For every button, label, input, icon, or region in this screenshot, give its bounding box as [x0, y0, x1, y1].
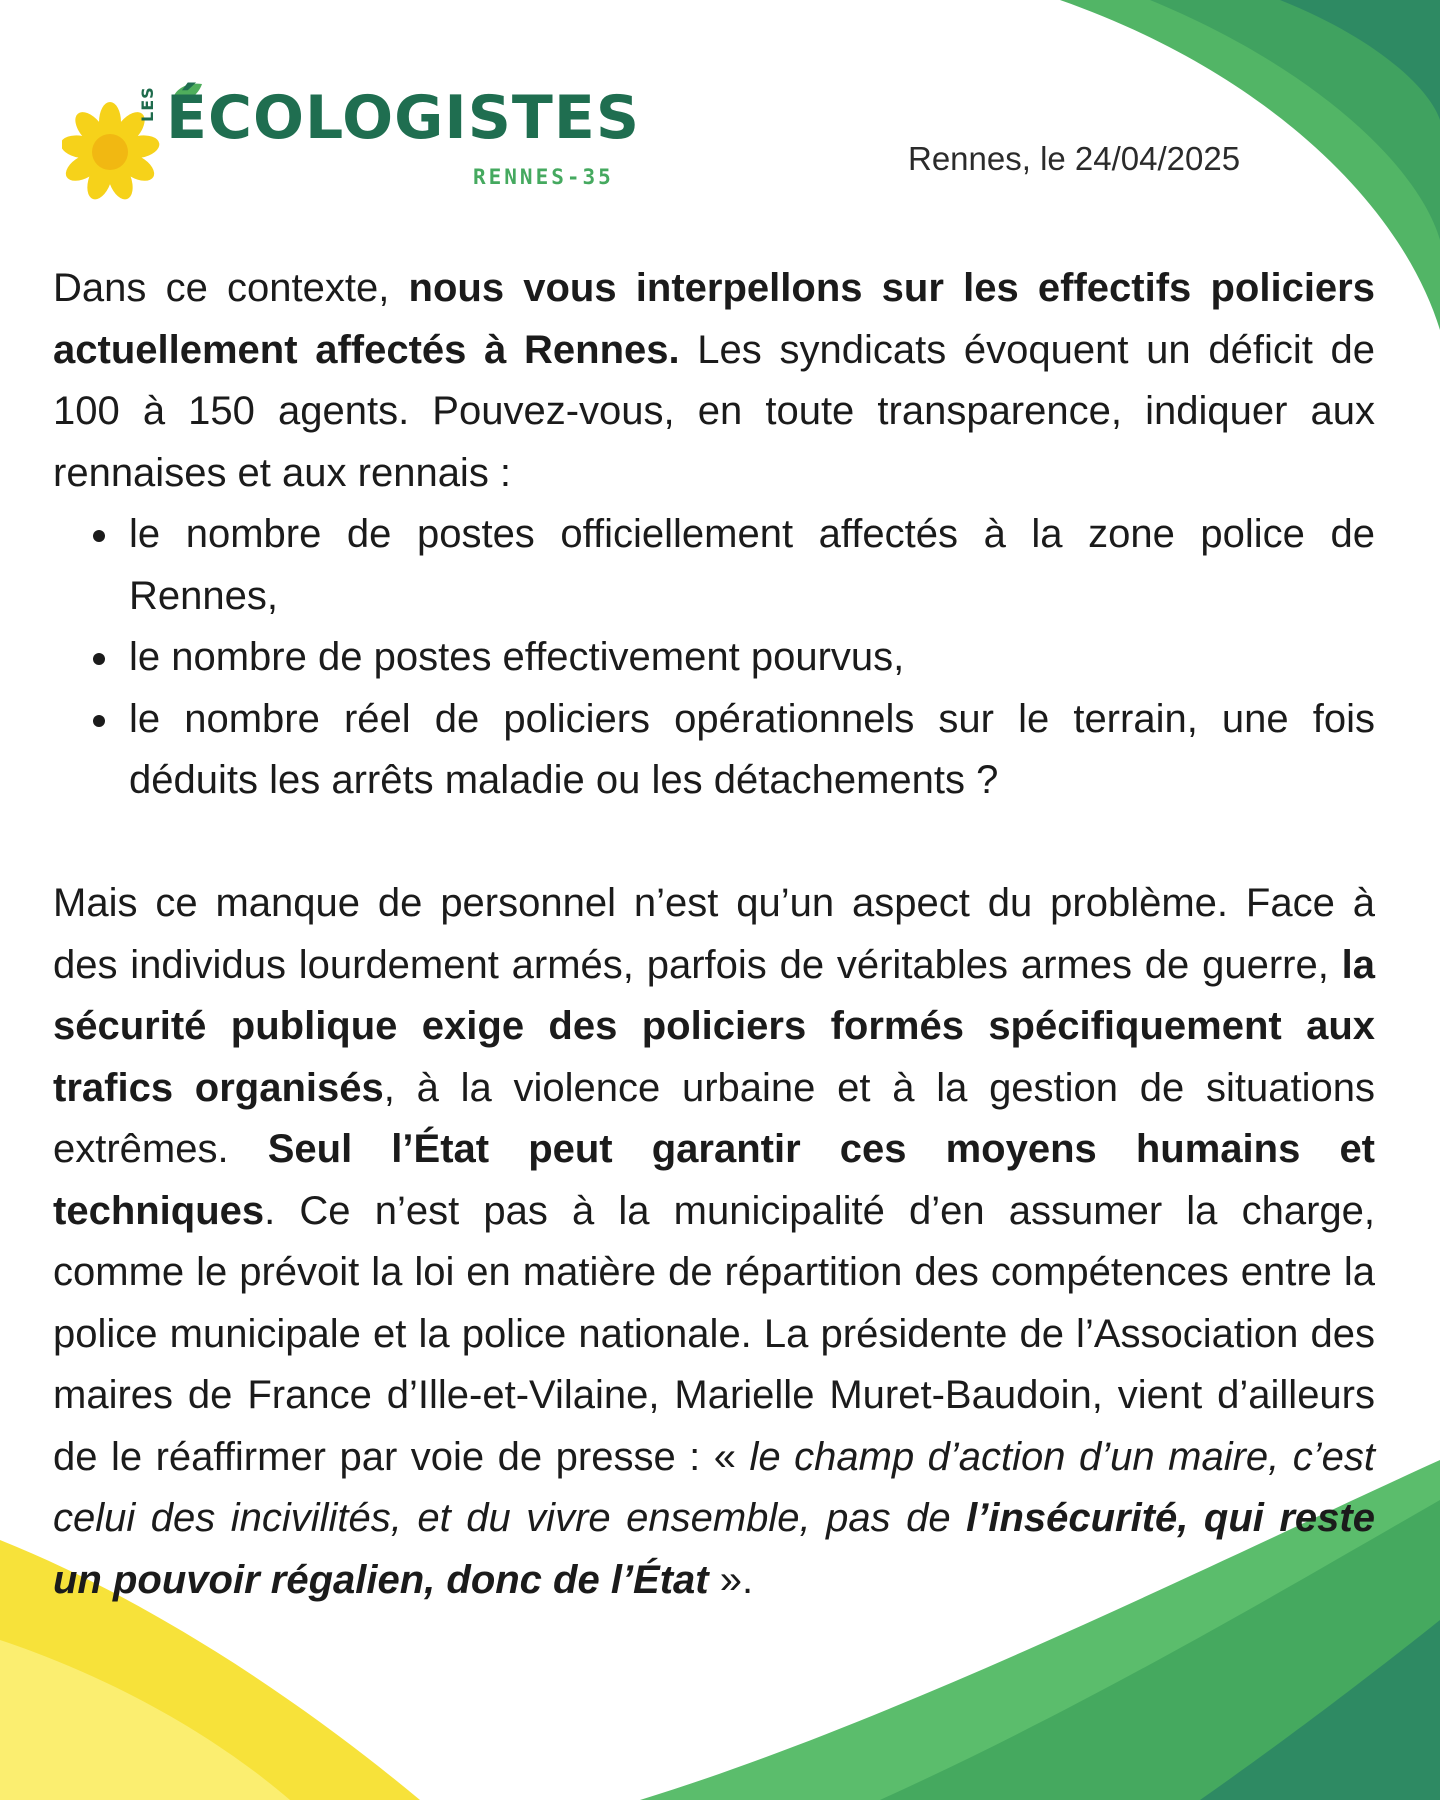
- logo-main-text: ÉCOLOGISTES: [166, 83, 641, 153]
- p2-quote-italic: le champ d’action d’un maire, c’est celui des incivilités, et du vivre ensemble, pas de: [53, 1434, 1376, 1540]
- p2-text-3: . Ce n’est pas à la municipalité d’en assumer la charge, comme le prévoit la loi en matière de répartition des compétences entre la police municipale et la police nationale. La présidente de l’Association des maires de France d’Ille-et-Vilaine, Marielle Muret-Baudoin, vient d’ailleurs de le réaffirmer par voie de presse : «: [53, 1188, 1375, 1479]
- p2-text-2: , à la violence urbaine et à la gestion de situations extrêmes.: [53, 1065, 1375, 1171]
- date-line: Rennes, le 24/04/2025: [908, 140, 1241, 177]
- question-list: [53, 504, 1375, 812]
- list-item: le nombre de postes effectivement pourvus,: [53, 627, 1375, 689]
- p2-text-4: ».: [708, 1557, 754, 1602]
- paragraph-gap: [53, 812, 1375, 874]
- paragraph-1: [53, 258, 1375, 504]
- p2-quote-bold-italic: l’insécurité, qui reste un pouvoir régalien, donc de l’État: [53, 1496, 1375, 1602]
- p2-bold-2: Seul l’État peut garantir ces moyens humains et techniques: [53, 1127, 1376, 1233]
- logo-les-text: LES: [138, 86, 157, 122]
- list-item: le nombre réel de policiers opérationnels sur le terrain, une fois déduits les arrêts maladie ou les détachements ?: [53, 689, 1375, 812]
- logo-subtitle: RENNES-35: [473, 165, 614, 189]
- p1-text-2: Les syndicats évoquent un déficit de 100 à 150 agents. Pouvez-vous, en toute transparence, indiquer aux rennaises et aux rennais :: [53, 327, 1375, 495]
- list-item: le nombre de postes officiellement affectés à la zone police de Rennes,: [53, 504, 1375, 627]
- letter-body: [53, 258, 1375, 1611]
- p2-bold-1: la sécurité publique exige des policiers formés spécifiquement aux trafics organisés: [53, 942, 1375, 1110]
- paragraph-2: [53, 873, 1375, 1611]
- p1-bold-1: nous vous interpellons sur les effectifs policiers actuellement affectés à Rennes.: [53, 266, 1375, 372]
- p2-text-1: Mais ce manque de personnel n’est qu’un aspect du problème. Face à des individus lourdement armés, parfois de véritables armes de guerre,: [53, 881, 1375, 987]
- p1-text-1: Dans ce contexte,: [53, 266, 409, 310]
